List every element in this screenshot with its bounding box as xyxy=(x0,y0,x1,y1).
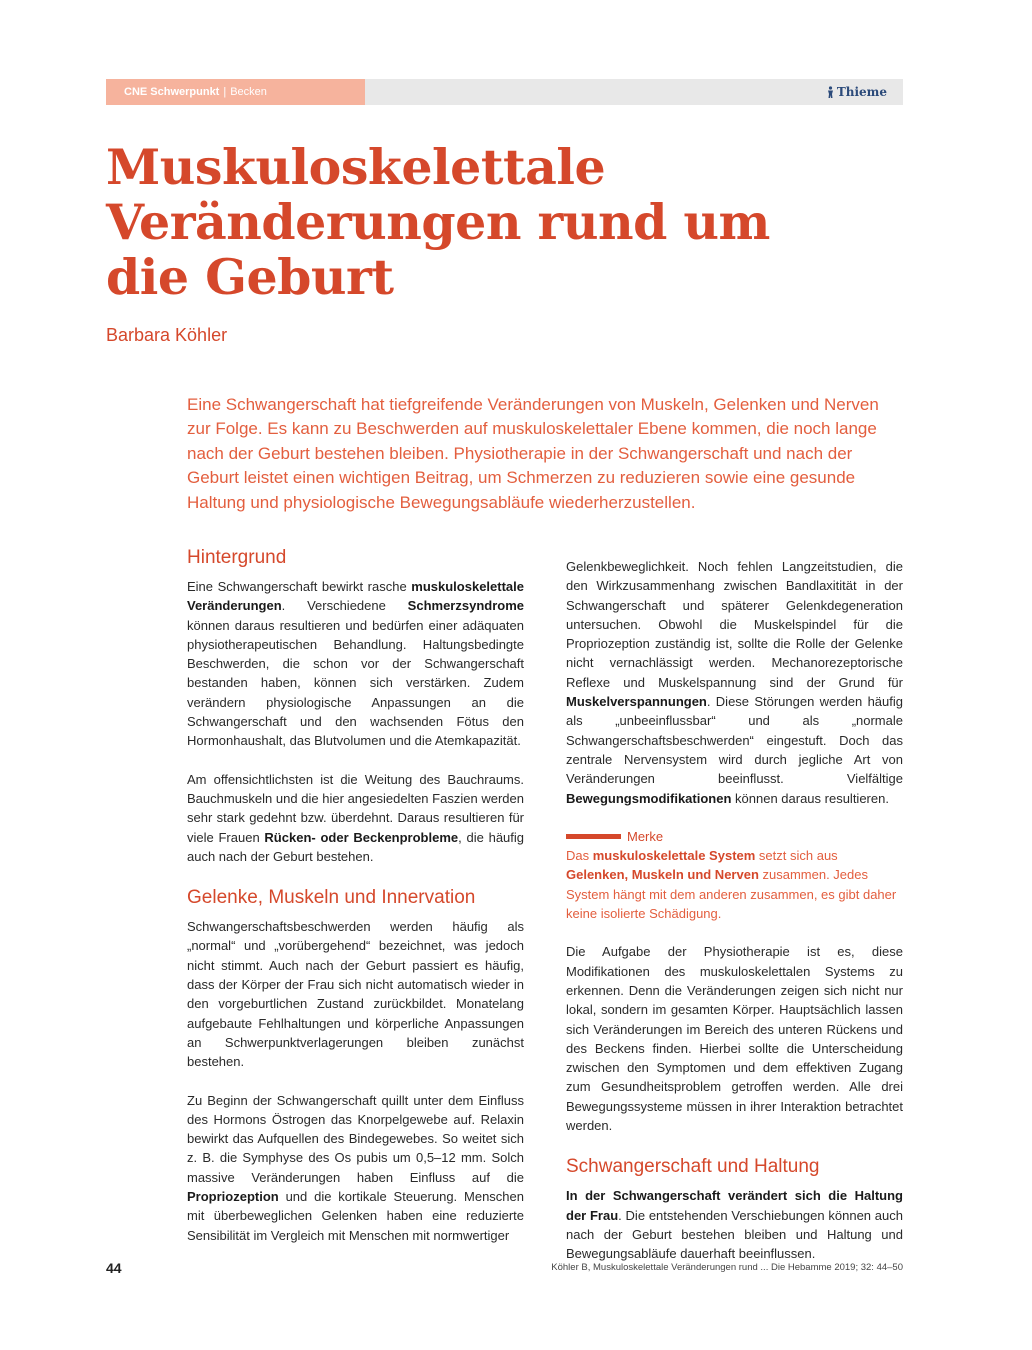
heading-gelenke: Gelenke, Muskeln und Innervation xyxy=(187,887,476,909)
section-tag xyxy=(106,79,365,105)
article-title: Muskuloskelettale Veränderungen rund um die Geburt xyxy=(106,138,770,306)
paragraph: Am offensichtlichsten ist die Weitung des Bauchraums. Bauchmuskeln und die hier angesiedelten Faszien werden sehr stark gedehnt bzw. überdehnt. Daraus resultieren für viele Frauen Rücken- oder Beckenprobleme, die häufig auch nach der Geburt bestehen. xyxy=(187,771,525,864)
keyword: muskuloskelettale Veränderungen xyxy=(187,579,524,614)
header-bar xyxy=(106,79,903,105)
publisher-logo xyxy=(827,79,887,105)
left-column xyxy=(187,545,524,1264)
keyword: Rücken- oder Beckenprobleme xyxy=(264,829,459,845)
article-author: Barbara Köhler xyxy=(106,325,228,345)
paragraph: Eine Schwangerschaft bewirkt rasche muskuloskelettale Veränderungen. Verschiedene Schmerzsyndrome können daraus resultieren und bedürfen einer adäquaten physiotherapeutischen Behandlung. Haltungsbedingte Beschwerden, die schon vor der Schwangerschaft bestanden haben, können sich verstärken. Zudem verändern physiologische Anpassungen an die Schwangerschaft und den wachsenden Fötus den Hormonhaushalt, das Blutvolumen und die Atemkapazität. xyxy=(187,579,524,749)
merke-title: Merke xyxy=(627,828,664,844)
thieme-figure-icon xyxy=(827,86,834,98)
right-column xyxy=(566,557,903,1283)
keyword: Muskelverspannungen xyxy=(566,694,707,710)
keyword: In der Schwangerschaft verändert sich die Haltung der Frau xyxy=(566,1188,903,1223)
paragraph: Die Aufgabe der Physiotherapie ist es, diese Modifikationen des muskuloskelettalen Systems zu erkennen. Denn die Veränderungen zeigen sich nicht nur lokal, sondern im gesamten Körper. Hauptsächlich lassen sich Veränderungen im Bereich des unteren Rückens und des Beckens finden. Hierbei sollte die Unterscheidung zwischen den Symptomen und dem effektiven Zugang zum Gesundheitsproblem getroffen werden. Alle drei Bewegungssysteme müssen in ihrer Interaktion betrachtet werden. xyxy=(566,944,903,1134)
merke-box xyxy=(566,827,903,923)
heading-haltung: Schwangerschaft und Haltung xyxy=(566,1156,820,1178)
keyword: muskuloskelettale System xyxy=(592,848,756,864)
publisher-name: Thieme xyxy=(836,85,887,99)
keyword: Propriozeption xyxy=(187,1189,279,1205)
keyword: Gelenken, Muskeln und Nerven xyxy=(566,867,759,883)
keyword: Bewegungsmodifikationen xyxy=(566,790,732,806)
article-abstract: Eine Schwangerschaft hat tiefgreifende Veränderungen von Muskeln, Gelenken und Nerven zur Folge. Es kann zu Beschwerden auf muskuloskelettaler Ebene kommen, die noch lange nach der Geburt bestehen bleiben. Physiotherapie in der Schwangerschaft und nach der Geburt leistet einen wichtigen Beitrag, um Schmerzen zu reduzieren sowie eine gesunde Haltung und physiologische Bewegungsabläufe wiederherzustellen. xyxy=(187,395,879,512)
paragraph: Schwangerschaftsbeschwerden werden häufig als „normal“ und „vorübergehend“ bezeichnet, was jedoch nicht stimmt. Auch nach der Geburt passiert es häufig, dass der Körper der Frau sich nicht automatisch wieder in den vorgeburtlichen Zustand zurückbildet. Monatelang aufgebaute Fehlhaltungen und körperliche Anpassungen an Schwerpunktverlagerungen bleiben zunächst bestehen. xyxy=(187,919,524,1070)
merke-bar xyxy=(566,834,621,839)
section-separator: | xyxy=(223,86,227,98)
merke-header xyxy=(566,827,903,846)
page-number: 44 xyxy=(106,1260,122,1276)
section-label: CNE Schwerpunkt xyxy=(124,86,220,98)
paragraph: In der Schwangerschaft verändert sich die Haltung der Frau. Die entstehenden Verschiebungen können auch nach der Geburt bestehen bleiben und Haltung und Bewegungsabläufe dauerhaft beeinflussen. xyxy=(566,1188,903,1262)
topic-label: Becken xyxy=(230,86,267,98)
merke-text: Das muskuloskelettale System setzt sich aus Gelenken, Muskeln und Nerven zusammen. Jedes System hängt mit dem anderen zusammen, es gibt daher keine isolierte Schädigung. xyxy=(566,848,897,922)
heading-hintergrund: Hintergrund xyxy=(187,547,287,568)
paragraph: Zu Beginn der Schwangerschaft quillt unter dem Einfluss des Hormons Östrogen das Knorpelgewebe auf. Relaxin bewirkt das Aufquellen des Bindegewebes. So weitet sich z. B. die Symphyse des Os pubis um 0,5–12 mm. Solch massive Veränderungen haben Einfluss auf die Propriozeption und die kortikale Steuerung. Menschen mit überbeweglichen Gelenken haben eine reduzierte Sensibilität im Vergleich mit Menschen mit normwertiger xyxy=(187,1092,524,1243)
keyword: Schmerzsyndrome xyxy=(407,598,524,614)
citation: Köhler B, Muskuloskelettale Veränderungen rund ... Die Hebamme 2019; 32: 44–50 xyxy=(551,1262,903,1273)
paragraph: Gelenkbeweglichkeit. Noch fehlen Langzeitstudien, die den Wirkzusammenhang zwischen Bandlaxitität in der Schwangerschaft und späterer Gelenkdegeneration untersuchen. Obwohl die Muskelspindel für die Propriozeption zuständig ist, sollte die Rolle der Gelenke nicht vernachlässigt werden. Mechanorezeptorische Reflexe und Muskelspannung sind der Grund für Muskelverspannungen. Diese Störungen werden häufig als „unbeeinflussbar“ und als „normale Schwangerschaftsbeschwerden“ eingestuft. Doch das zentrale Nervensystem wird durch jegliche Art von Veränderungen beeinflusst. Vielfältige Bewegungsmodifikationen können daraus resultieren. xyxy=(566,559,903,806)
